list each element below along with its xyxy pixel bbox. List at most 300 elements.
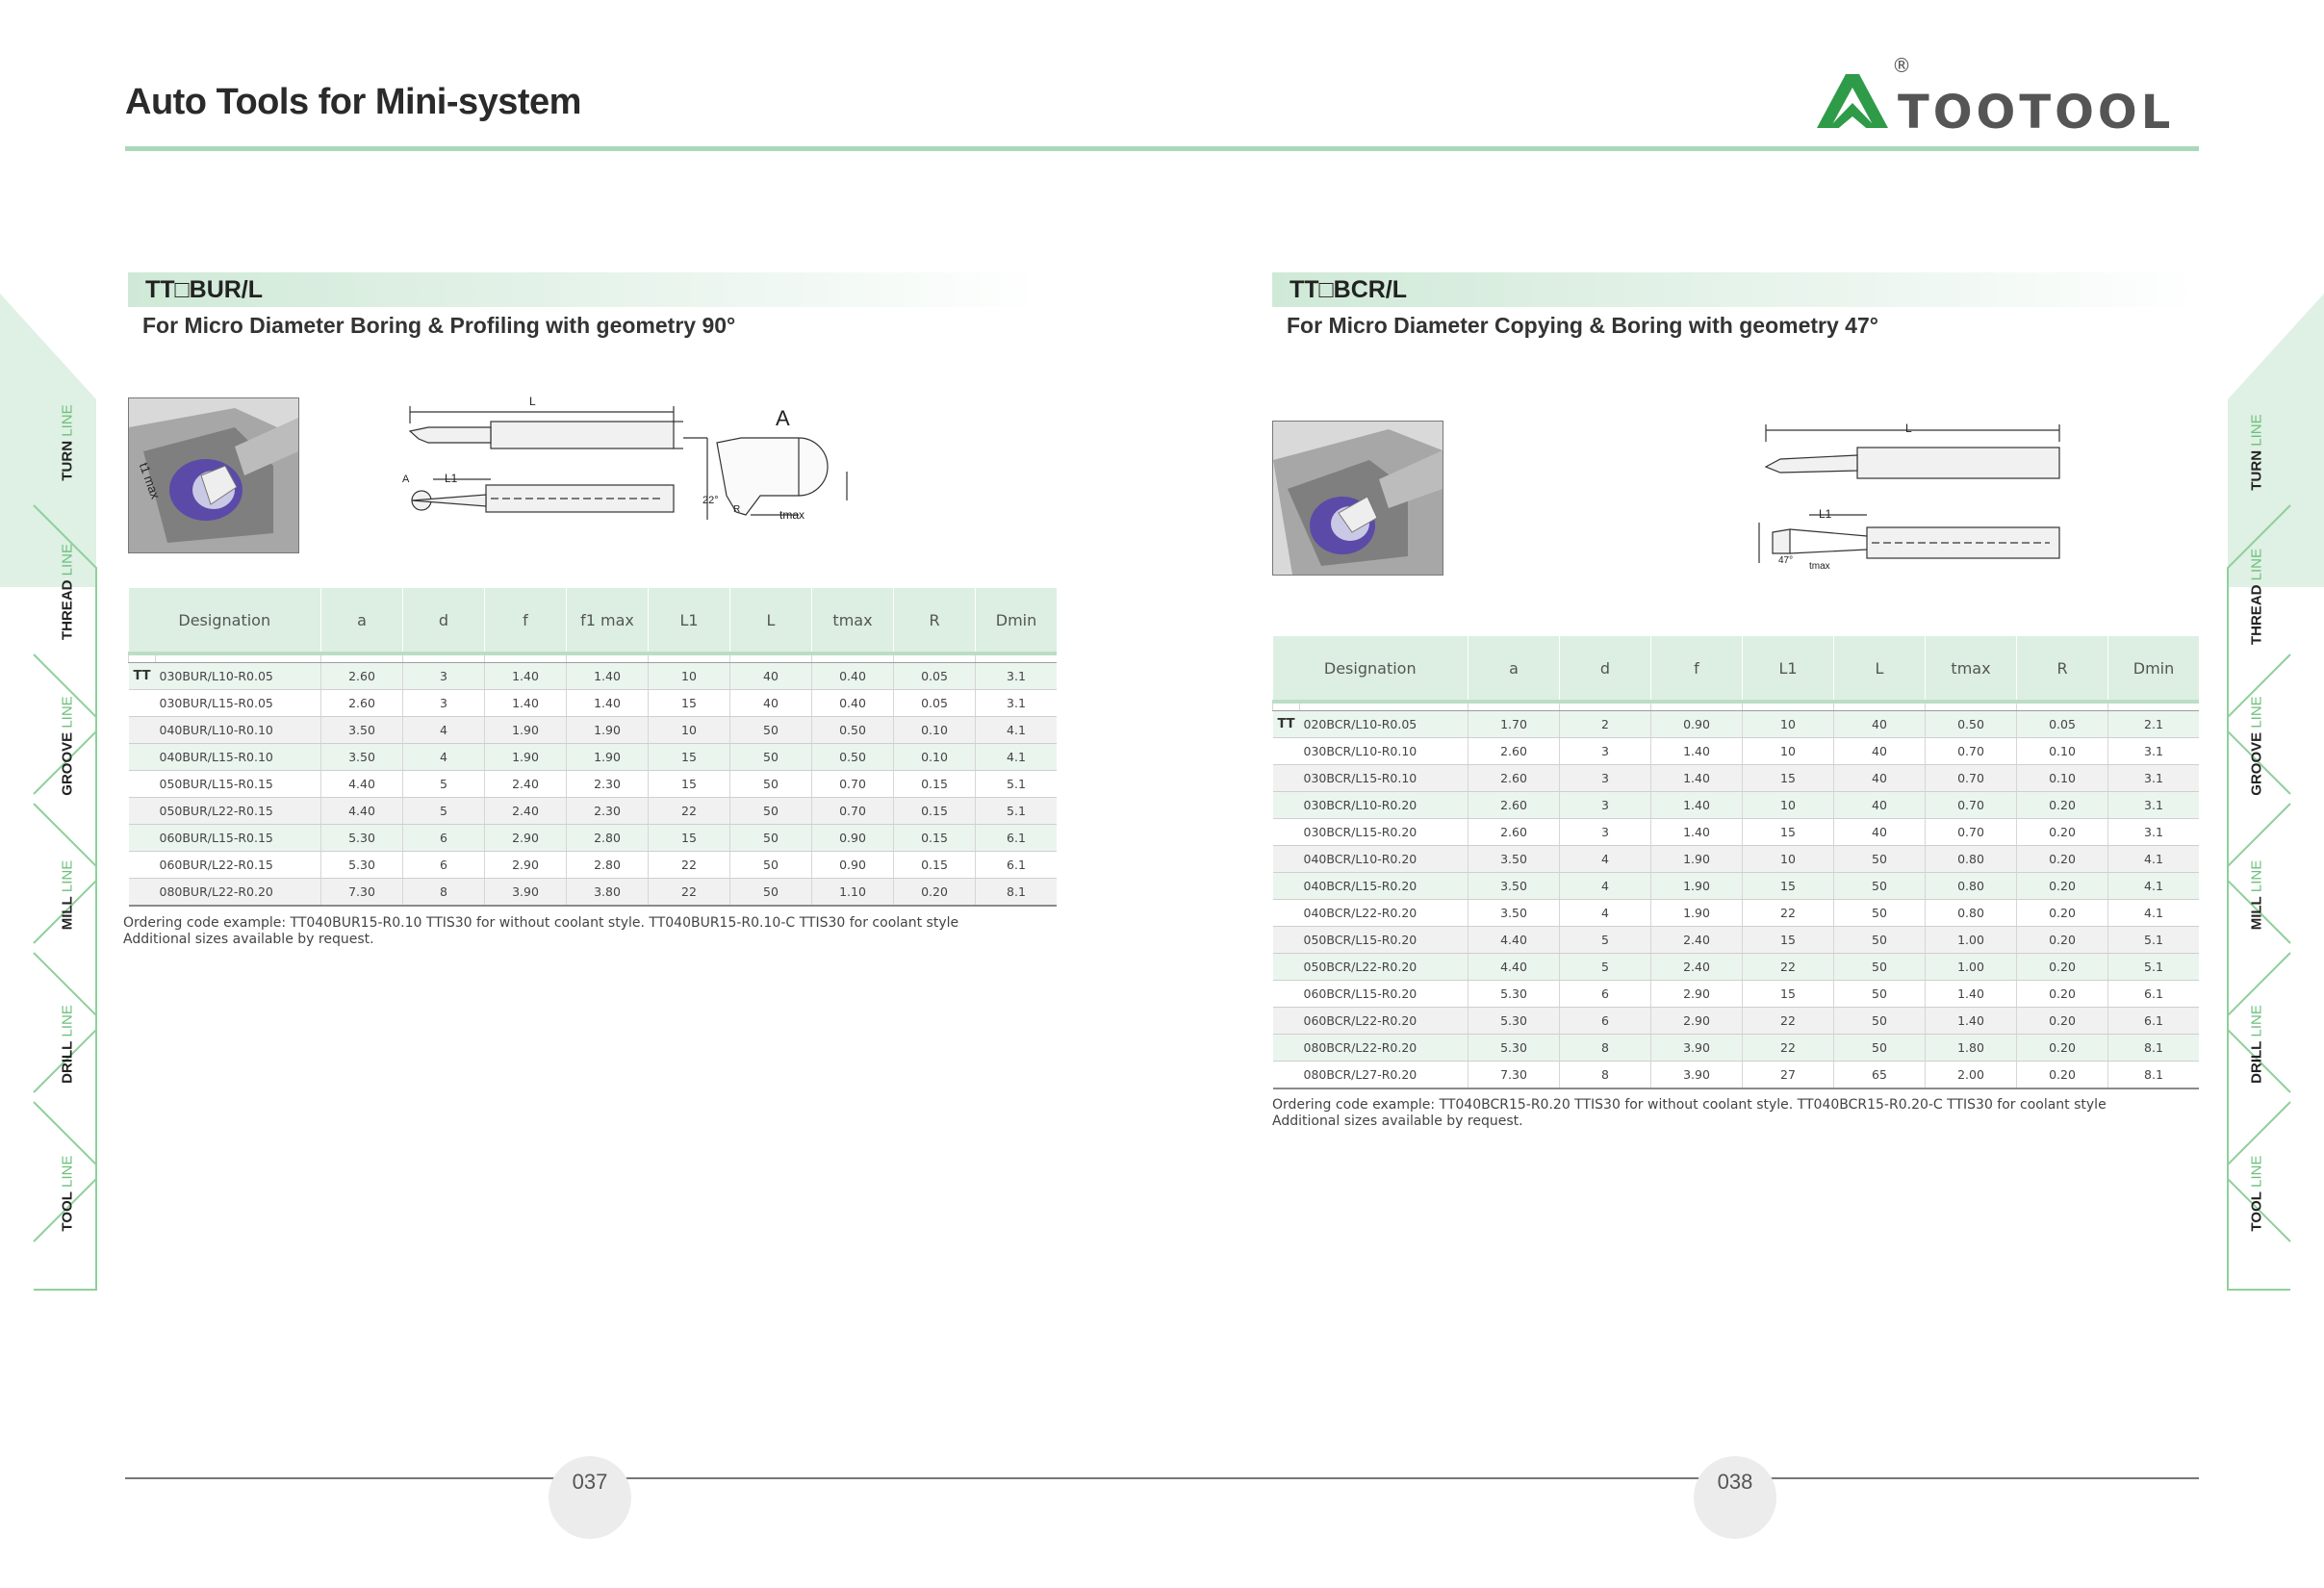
column-header: Dmin	[2108, 636, 2200, 702]
value-cell: 5	[403, 771, 485, 798]
table-row	[1273, 1035, 2200, 1062]
value-cell: 3	[1560, 738, 1651, 765]
right-side-tab-turn[interactable]	[2223, 390, 2290, 515]
spacer-cell	[403, 653, 485, 663]
row-prefix	[1273, 738, 1300, 765]
right-side-tab-tool-w2: LINE	[2248, 1155, 2265, 1188]
designation-cell: 040BUR/L15-R0.10	[156, 744, 321, 771]
column-header: f	[485, 588, 567, 653]
value-cell: 40	[1834, 819, 1926, 846]
row-prefix	[1273, 927, 1300, 954]
value-cell: 15	[1743, 765, 1834, 792]
value-cell: 0.15	[894, 825, 976, 852]
value-cell: 5.1	[2108, 954, 2200, 981]
value-cell: 4.1	[2108, 900, 2200, 927]
table-row	[129, 717, 1058, 744]
value-cell: 50	[730, 717, 812, 744]
bcr-drawing-lines	[1742, 419, 2069, 573]
value-cell: 3.80	[567, 879, 649, 907]
bur-dim-tmax: tmax	[779, 508, 805, 522]
side-tab-groove[interactable]	[34, 679, 101, 813]
value-cell: 0.90	[1651, 711, 1743, 738]
value-cell: 3	[1560, 792, 1651, 819]
value-cell: 22	[1743, 1008, 1834, 1035]
value-cell: 0.20	[2017, 900, 2108, 927]
value-cell: 22	[1743, 900, 1834, 927]
value-cell: 0.10	[2017, 738, 2108, 765]
value-cell: 1.90	[567, 744, 649, 771]
value-cell: 15	[649, 771, 730, 798]
value-cell: 15	[649, 825, 730, 852]
column-header: d	[1560, 636, 1651, 702]
value-cell: 50	[1834, 873, 1926, 900]
spacer-cell	[1743, 702, 1834, 711]
row-prefix	[1273, 873, 1300, 900]
right-side-tab-drill[interactable]	[2223, 977, 2290, 1112]
table-row	[129, 798, 1058, 825]
column-header: R	[2017, 636, 2108, 702]
bur-section-header	[128, 272, 1042, 307]
table-row	[1273, 927, 2200, 954]
spacer-cell	[976, 653, 1058, 663]
value-cell: 0.70	[1926, 792, 2017, 819]
bur-section-subtitle: For Micro Diameter Boring & Profiling with geometry 90°	[142, 313, 736, 338]
table-row	[129, 771, 1058, 798]
value-cell: 4	[1560, 900, 1651, 927]
bur-view-A-label: A	[776, 406, 790, 430]
spacer-cell	[1468, 702, 1560, 711]
value-cell: 50	[1834, 1008, 1926, 1035]
value-cell: 0.05	[894, 663, 976, 690]
value-cell: 40	[1834, 765, 1926, 792]
page-number-left	[549, 1456, 631, 1539]
column-header: L1	[649, 588, 730, 653]
left-side-tabs	[0, 294, 106, 1294]
spacer-cell	[2017, 702, 2108, 711]
value-cell: 15	[1743, 927, 1834, 954]
designation-cell: 060BUR/L15-R0.15	[156, 825, 321, 852]
spacer-cell	[1560, 702, 1651, 711]
column-header: tmax	[812, 588, 894, 653]
value-cell: 6.1	[2108, 1008, 2200, 1035]
table-row	[129, 879, 1058, 907]
designation-cell: 020BCR/L10-R0.05	[1300, 711, 1468, 738]
value-cell: 4.1	[2108, 873, 2200, 900]
value-cell: 0.70	[1926, 738, 2017, 765]
value-cell: 2.80	[567, 852, 649, 879]
side-tab-drill-w2: LINE	[59, 1005, 76, 1037]
value-cell: 6	[1560, 1008, 1651, 1035]
value-cell: 8.1	[2108, 1062, 2200, 1089]
bur-dim-R: R	[733, 504, 741, 515]
spacer-cell	[812, 653, 894, 663]
bur-tool-render	[128, 397, 299, 553]
designation-cell: 050BUR/L22-R0.15	[156, 798, 321, 825]
column-header: L	[1834, 636, 1926, 702]
value-cell: 1.80	[1926, 1035, 2017, 1062]
spacer-cell	[485, 653, 567, 663]
value-cell: 40	[1834, 711, 1926, 738]
side-tab-drill-w1: DRILL	[59, 1040, 76, 1084]
value-cell: 22	[649, 852, 730, 879]
value-cell: 1.00	[1926, 954, 2017, 981]
value-cell: 3.50	[1468, 846, 1560, 873]
value-cell: 0.20	[2017, 1062, 2108, 1089]
value-cell: 50	[730, 744, 812, 771]
value-cell: 22	[1743, 954, 1834, 981]
table-row	[1273, 792, 2200, 819]
row-prefix	[129, 744, 156, 771]
table-row	[1273, 1062, 2200, 1089]
side-tab-mill-w1: MILL	[59, 896, 76, 931]
table-row	[1273, 981, 2200, 1008]
tootool-logo-icon	[1809, 53, 2204, 140]
row-prefix	[1273, 1035, 1300, 1062]
value-cell: 50	[730, 771, 812, 798]
value-cell: 10	[1743, 846, 1834, 873]
value-cell: 5	[403, 798, 485, 825]
value-cell: 40	[730, 690, 812, 717]
table-row	[129, 852, 1058, 879]
spacer-cell	[1300, 702, 1468, 711]
value-cell: 0.10	[894, 717, 976, 744]
value-cell: 0.20	[2017, 819, 2108, 846]
value-cell: 1.90	[567, 717, 649, 744]
value-cell: 3	[1560, 819, 1651, 846]
side-tab-mill-w2: LINE	[59, 859, 76, 893]
bur-ordering-note	[123, 915, 958, 948]
designation-cell: 030BCR/L10-R0.20	[1300, 792, 1468, 819]
spacer-cell	[649, 653, 730, 663]
value-cell: 0.05	[2017, 711, 2108, 738]
table-row	[1273, 1008, 2200, 1035]
value-cell: 15	[1743, 819, 1834, 846]
value-cell: 0.20	[2017, 954, 2108, 981]
value-cell: 3.1	[976, 663, 1058, 690]
side-tab-tool[interactable]	[34, 1126, 101, 1261]
value-cell: 50	[1834, 954, 1926, 981]
side-tab-thread[interactable]	[34, 525, 101, 659]
right-side-tab-mill-w1: MILL	[2248, 896, 2265, 931]
value-cell: 50	[1834, 981, 1926, 1008]
value-cell: 3.1	[976, 690, 1058, 717]
bur-dim-22deg: 22°	[702, 495, 719, 506]
value-cell: 2.60	[1468, 792, 1560, 819]
side-tab-turn-w1: TURN	[59, 440, 76, 481]
value-cell: 2.60	[1468, 765, 1560, 792]
value-cell: 3.50	[321, 744, 403, 771]
table-row	[1273, 900, 2200, 927]
column-header: L	[730, 588, 812, 653]
value-cell: 2.1	[2108, 711, 2200, 738]
right-side-tab-tool[interactable]	[2223, 1126, 2290, 1261]
designation-cell: 060BUR/L22-R0.15	[156, 852, 321, 879]
brand-logo	[1809, 53, 2204, 140]
right-side-tab-drill-w2: LINE	[2248, 1005, 2265, 1037]
designation-cell: 080BUR/L22-R0.20	[156, 879, 321, 907]
table-row	[1273, 819, 2200, 846]
table-row	[129, 690, 1058, 717]
bur-technical-drawing	[395, 395, 876, 539]
row-prefix	[129, 879, 156, 907]
bur-dim-L: L	[529, 395, 536, 408]
table-row	[129, 825, 1058, 852]
value-cell: 1.90	[1651, 846, 1743, 873]
bcr-dim-L1: L1	[1819, 507, 1832, 521]
table-row	[1273, 954, 2200, 981]
column-header: R	[894, 588, 976, 653]
value-cell: 5.1	[976, 798, 1058, 825]
column-header: tmax	[1926, 636, 2017, 702]
row-prefix	[1273, 954, 1300, 981]
footer-rule	[125, 1477, 2199, 1479]
spacer-cell	[894, 653, 976, 663]
value-cell: 4	[1560, 846, 1651, 873]
value-cell: 0.50	[812, 717, 894, 744]
right-side-tab-groove-w2: LINE	[2248, 696, 2265, 729]
value-cell: 3.50	[321, 717, 403, 744]
spacer-cell	[1926, 702, 2017, 711]
value-cell: 10	[1743, 738, 1834, 765]
bcr-section-code: TT□BCR/L	[1290, 276, 1408, 303]
value-cell: 1.40	[485, 690, 567, 717]
value-cell: 0.70	[812, 771, 894, 798]
spacer-cell	[730, 653, 812, 663]
value-cell: 2.40	[1651, 927, 1743, 954]
designation-cell: 030BUR/L10-R0.05	[156, 663, 321, 690]
value-cell: 50	[730, 879, 812, 907]
value-cell: 2.30	[567, 798, 649, 825]
value-cell: 6	[1560, 981, 1651, 1008]
svg-text:®: ®	[1892, 54, 1911, 77]
svg-text:TOOTOOL: TOOTOOL	[1898, 86, 2175, 140]
value-cell: 0.10	[894, 744, 976, 771]
value-cell: 3.1	[2108, 765, 2200, 792]
value-cell: 2.60	[321, 663, 403, 690]
value-cell: 2.60	[321, 690, 403, 717]
right-side-tab-thread-w1: THREAD	[2248, 584, 2265, 646]
table-row	[1273, 873, 2200, 900]
spacer-cell	[2108, 702, 2200, 711]
value-cell: 10	[1743, 792, 1834, 819]
value-cell: 6	[403, 825, 485, 852]
bcr-note-line-1: Ordering code example: TT040BCR15-R0.20 TTIS30 for without coolant style. TT040BCR15-R0.20-C TTIS30 for coolant style	[1272, 1097, 2107, 1113]
value-cell: 6.1	[976, 825, 1058, 852]
value-cell: 50	[1834, 846, 1926, 873]
value-cell: 8	[403, 879, 485, 907]
side-tab-mill[interactable]	[34, 828, 101, 962]
value-cell: 4.40	[1468, 954, 1560, 981]
value-cell: 3.90	[1651, 1035, 1743, 1062]
value-cell: 40	[1834, 738, 1926, 765]
value-cell: 1.40	[1926, 981, 2017, 1008]
right-side-tabs	[2218, 294, 2324, 1294]
value-cell: 0.10	[2017, 765, 2108, 792]
row-prefix: TT	[1273, 711, 1300, 738]
column-header: d	[403, 588, 485, 653]
value-cell: 5.30	[1468, 981, 1560, 1008]
bcr-dim-L: L	[1905, 422, 1912, 435]
value-cell: 0.20	[2017, 1035, 2108, 1062]
row-prefix	[129, 825, 156, 852]
row-prefix: TT	[129, 663, 156, 690]
value-cell: 1.70	[1468, 711, 1560, 738]
value-cell: 3.1	[2108, 738, 2200, 765]
page-number-left-text: 037	[572, 1470, 608, 1494]
bur-render-label-t1max: t1 max	[136, 460, 164, 501]
value-cell: 0.80	[1926, 846, 2017, 873]
right-side-tab-tool-w1: TOOL	[2248, 1191, 2265, 1232]
value-cell: 3.90	[485, 879, 567, 907]
value-cell: 5.1	[976, 771, 1058, 798]
value-cell: 1.00	[1926, 927, 2017, 954]
value-cell: 3	[1560, 765, 1651, 792]
value-cell: 0.40	[812, 663, 894, 690]
value-cell: 0.50	[812, 744, 894, 771]
column-header: Designation	[129, 588, 321, 653]
value-cell: 2	[1560, 711, 1651, 738]
page-number-right-text: 038	[1717, 1470, 1753, 1494]
value-cell: 22	[1743, 1035, 1834, 1062]
value-cell: 4.40	[1468, 927, 1560, 954]
value-cell: 1.40	[1926, 1008, 2017, 1035]
value-cell: 65	[1834, 1062, 1926, 1089]
value-cell: 22	[649, 879, 730, 907]
column-header: a	[1468, 636, 1560, 702]
value-cell: 1.40	[485, 663, 567, 690]
row-prefix	[129, 852, 156, 879]
value-cell: 1.40	[567, 663, 649, 690]
row-prefix	[129, 690, 156, 717]
value-cell: 8	[1560, 1035, 1651, 1062]
value-cell: 0.70	[1926, 819, 2017, 846]
value-cell: 1.40	[1651, 765, 1743, 792]
designation-cell: 030BCR/L10-R0.10	[1300, 738, 1468, 765]
right-side-tab-mill[interactable]	[2223, 828, 2290, 962]
value-cell: 0.20	[2017, 873, 2108, 900]
bcr-technical-drawing	[1742, 419, 2069, 573]
designation-cell: 040BCR/L15-R0.20	[1300, 873, 1468, 900]
value-cell: 3	[403, 690, 485, 717]
value-cell: 5.30	[321, 852, 403, 879]
row-prefix	[1273, 792, 1300, 819]
value-cell: 5.1	[2108, 927, 2200, 954]
table-row	[1273, 765, 2200, 792]
value-cell: 6.1	[2108, 981, 2200, 1008]
bcr-section-subtitle: For Micro Diameter Copying & Boring with geometry 47°	[1287, 313, 1878, 338]
designation-cell: 040BCR/L22-R0.20	[1300, 900, 1468, 927]
designation-cell: 030BUR/L15-R0.05	[156, 690, 321, 717]
table-row	[129, 663, 1058, 690]
value-cell: 2.30	[567, 771, 649, 798]
side-tab-turn[interactable]	[34, 380, 101, 505]
value-cell: 6	[403, 852, 485, 879]
value-cell: 50	[1834, 1035, 1926, 1062]
value-cell: 5.30	[1468, 1008, 1560, 1035]
column-header: f	[1651, 636, 1743, 702]
side-tab-groove-w2: LINE	[59, 696, 76, 729]
bur-section-code: TT□BUR/L	[145, 276, 264, 303]
value-cell: 0.40	[812, 690, 894, 717]
value-cell: 50	[1834, 927, 1926, 954]
bur-section-A: A	[402, 474, 410, 485]
value-cell: 0.05	[894, 690, 976, 717]
table-spacer-row	[1273, 702, 2200, 711]
value-cell: 5	[1560, 954, 1651, 981]
designation-cell: 080BCR/L22-R0.20	[1300, 1035, 1468, 1062]
value-cell: 0.80	[1926, 873, 2017, 900]
value-cell: 5.30	[1468, 1035, 1560, 1062]
value-cell: 0.20	[2017, 981, 2108, 1008]
designation-cell: 030BCR/L15-R0.10	[1300, 765, 1468, 792]
side-tab-thread-w2: LINE	[59, 543, 76, 576]
value-cell: 0.90	[812, 852, 894, 879]
value-cell: 15	[1743, 981, 1834, 1008]
row-prefix	[1273, 1008, 1300, 1035]
value-cell: 0.20	[2017, 792, 2108, 819]
right-side-tab-thread[interactable]	[2223, 529, 2290, 664]
side-tab-groove-w1: GROOVE	[59, 731, 76, 796]
value-cell: 4.1	[976, 744, 1058, 771]
value-cell: 0.15	[894, 852, 976, 879]
row-prefix	[129, 771, 156, 798]
value-cell: 0.20	[2017, 846, 2108, 873]
side-tab-drill[interactable]	[34, 977, 101, 1112]
bur-dim-L1: L1	[445, 472, 458, 485]
value-cell: 50	[1834, 900, 1926, 927]
value-cell: 1.90	[1651, 873, 1743, 900]
row-prefix	[1273, 846, 1300, 873]
value-cell: 22	[649, 798, 730, 825]
value-cell: 27	[1743, 1062, 1834, 1089]
right-side-tab-thread-w2: LINE	[2248, 548, 2265, 581]
value-cell: 1.90	[1651, 900, 1743, 927]
value-cell: 2.40	[1651, 954, 1743, 981]
value-cell: 0.70	[1926, 765, 2017, 792]
value-cell: 4	[403, 717, 485, 744]
value-cell: 0.20	[2017, 927, 2108, 954]
bcr-dim-tmax: tmax	[1809, 561, 1830, 572]
value-cell: 0.80	[1926, 900, 2017, 927]
value-cell: 5	[1560, 927, 1651, 954]
value-cell: 50	[730, 852, 812, 879]
value-cell: 10	[649, 663, 730, 690]
value-cell: 50	[730, 825, 812, 852]
column-header: a	[321, 588, 403, 653]
right-side-tab-groove[interactable]	[2223, 679, 2290, 813]
value-cell: 6.1	[976, 852, 1058, 879]
value-cell: 2.60	[1468, 819, 1560, 846]
designation-cell: 050BUR/L15-R0.15	[156, 771, 321, 798]
value-cell: 3.90	[1651, 1062, 1743, 1089]
value-cell: 2.60	[1468, 738, 1560, 765]
value-cell: 3	[403, 663, 485, 690]
bcr-spec-table	[1272, 636, 2199, 1089]
title-rule	[125, 146, 2199, 151]
bcr-dim-47deg: 47°	[1778, 555, 1794, 566]
value-cell: 4.40	[321, 771, 403, 798]
designation-cell: 030BCR/L15-R0.20	[1300, 819, 1468, 846]
value-cell: 8.1	[2108, 1035, 2200, 1062]
value-cell: 0.15	[894, 771, 976, 798]
row-prefix	[1273, 900, 1300, 927]
bcr-workpiece-image	[1273, 422, 1443, 575]
right-side-tab-turn-w1: TURN	[2248, 449, 2265, 491]
bur-spec-table	[128, 588, 1057, 907]
value-cell: 4	[1560, 873, 1651, 900]
value-cell: 2.00	[1926, 1062, 2017, 1089]
designation-cell: 050BCR/L15-R0.20	[1300, 927, 1468, 954]
